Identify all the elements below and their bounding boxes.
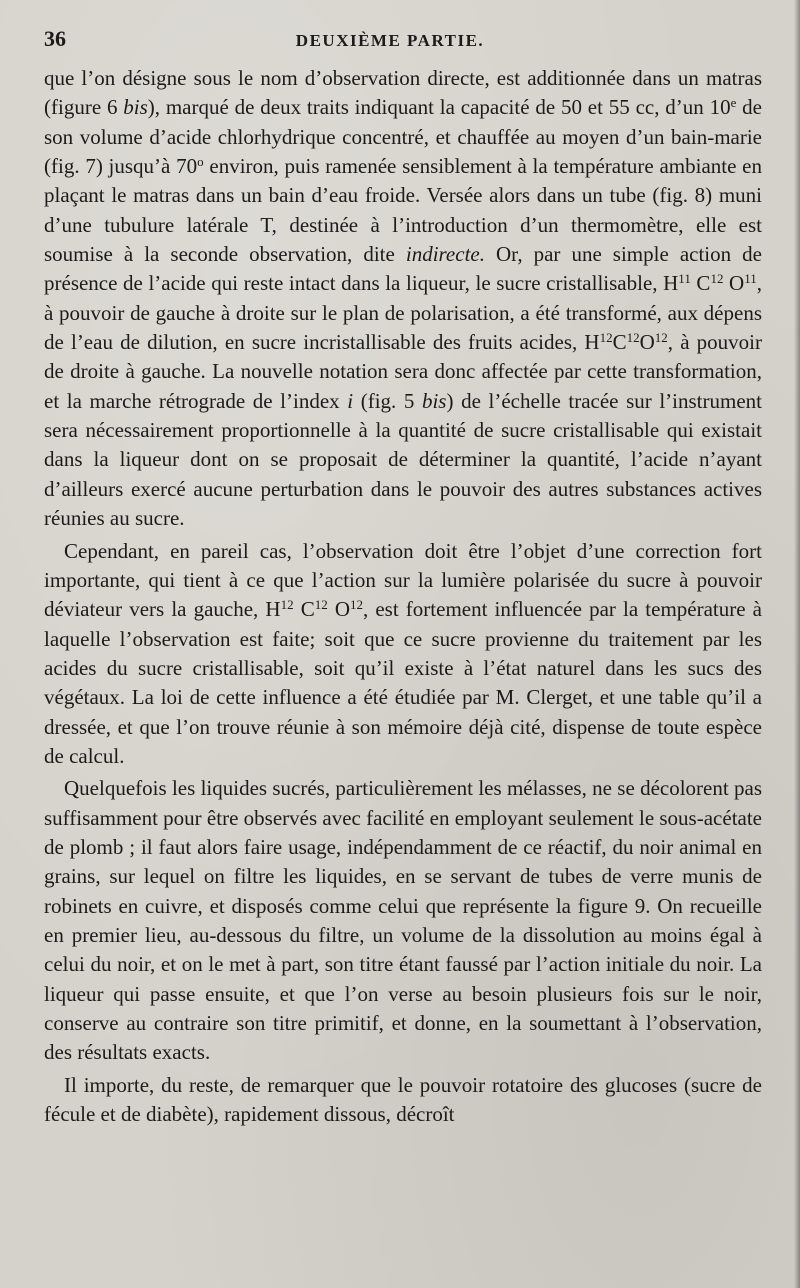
superscript: 12: [280, 597, 294, 613]
text-run: environ, puis ramenée sensiblement à la température ambiante en plaçant le matras dans un bain d’eau froide. Versée alors dans un tube (fig. 8) muni d’une tubulure latérale T, destinée à l’introduction d’un thermomètre, elle est soumise à la seconde observation, dite: [44, 154, 763, 267]
section-title: DEUXIÈME PARTIE.: [295, 31, 485, 50]
text-run: Cependant, en pareil cas, l’observation doit être l’objet d’une correction fort importante, qui tient à ce que l’action sur la lumière polarisée du sucre à pouvoir déviateur vers la gauche, H: [44, 538, 762, 622]
text-run: ) de l’échelle tracée sur l’instrument sera nécessairement proportionnelle à la quantité de sucre cristallisable qui existait dans la liqueur dont on se proposait de déterminer la quantité, l’acide n’ayant d’ailleurs exercé aucune perturbation dans le pouvoir des autres substances actives réunies au sucre.: [44, 388, 762, 531]
superscript: 12: [654, 330, 668, 346]
paragraph: [44, 774, 762, 1067]
text-run: que l’on désigne sous le nom d’observation directe, est additionnée dans un matras (figure 6: [44, 66, 762, 120]
text-run: (fig. 5: [353, 388, 422, 413]
body-text: [44, 64, 762, 1129]
paragraph: [44, 537, 762, 772]
text-run: ), marqué de deux traits indiquant la capacité de 50 et 55 cc, d’un 10: [147, 95, 731, 120]
text-run: , à pouvoir de gauche à droite sur le plan de polarisation, a été transformé, aux dépens de l’eau de dilution, en sucre incristallisable des fruits acides, H: [44, 271, 763, 355]
paragraph: [44, 64, 762, 534]
italic-text: indirecte.: [405, 242, 485, 267]
paragraph: [44, 1071, 762, 1130]
page-number: 36: [44, 26, 66, 51]
text-run: O: [639, 330, 655, 355]
italic-text: bis: [123, 95, 148, 120]
superscript: 11: [744, 271, 757, 287]
superscript: o: [197, 154, 204, 170]
text-run: C: [690, 271, 711, 296]
superscript: 12: [626, 330, 640, 346]
text-run: Il importe, du reste, de remarquer que le pouvoir rotatoire des glucoses (sucre de fécule et de diabète), rapidement dissous, décroît: [44, 1072, 762, 1127]
text-run: , est fortement influencée par la température à laquelle l’observation est faite; soit que ce sucre provienne du traitement par les acides du sucre cristallisable, soit qu’il existe à l’état naturel dans les sucs des végétaux. La loi de cette influence a été étudiée par M. Clerget, et une table qu’il a dressée, et que l’on trouve réunie à son mémoire déjà cité, dispense de toute espèce de calcul.: [44, 597, 762, 768]
superscript: 12: [599, 330, 613, 346]
superscript: 12: [350, 597, 363, 613]
text-run: O: [723, 271, 745, 296]
superscript: 12: [710, 271, 724, 287]
italic-text: i: [347, 388, 354, 413]
superscript: 12: [314, 597, 328, 613]
italic-text: bis: [421, 388, 447, 413]
text-run: C: [612, 330, 627, 355]
text-run: O: [327, 597, 350, 622]
text-run: de son volume d’acide chlorhydrique concentré, et chauffée au moyen d’un bain-marie (fig. 7) jusqu’à 70: [44, 95, 762, 179]
text-run: C: [293, 597, 315, 622]
superscript: e: [730, 95, 737, 111]
superscript: 11: [678, 271, 691, 287]
text-run: Quelquefois les liquides sucrés, particulièrement les mélasses, ne se décolorent pas suffisamment pour être observés avec facilité en employant seulement le sous-acétate de plomb ; il faut alors faire usage, indépendamment de ce réactif, du noir animal en grains, sur lequel on filtre les liquides, en se servant de tubes de verre munis de robinets en cuivre, et disposés comme celui que représente la figure 9. On recueille en premier lieu, au-dessous du filtre, un volume de la dissolution au moins égal à celui du noir, et on le met à part, son titre étant faussé par l’action initiale du noir. La liqueur qui passe ensuite, et que l’on verse au besoin plusieurs fois sur le noir, conserve au contraire son titre primitif, et donne, en la soumettant à l’observation, des résultats exacts.: [44, 776, 762, 1065]
text-run: Or, par une simple action de présence de l’acide qui reste intact dans la liqueur, le sucre cristallisable, H: [44, 242, 762, 296]
running-head: [44, 26, 762, 60]
text-run: , à pouvoir de droite à gauche. La nouvelle notation sera donc affectée par cette transformation, et la marche rétrograde de l’index: [44, 330, 762, 413]
